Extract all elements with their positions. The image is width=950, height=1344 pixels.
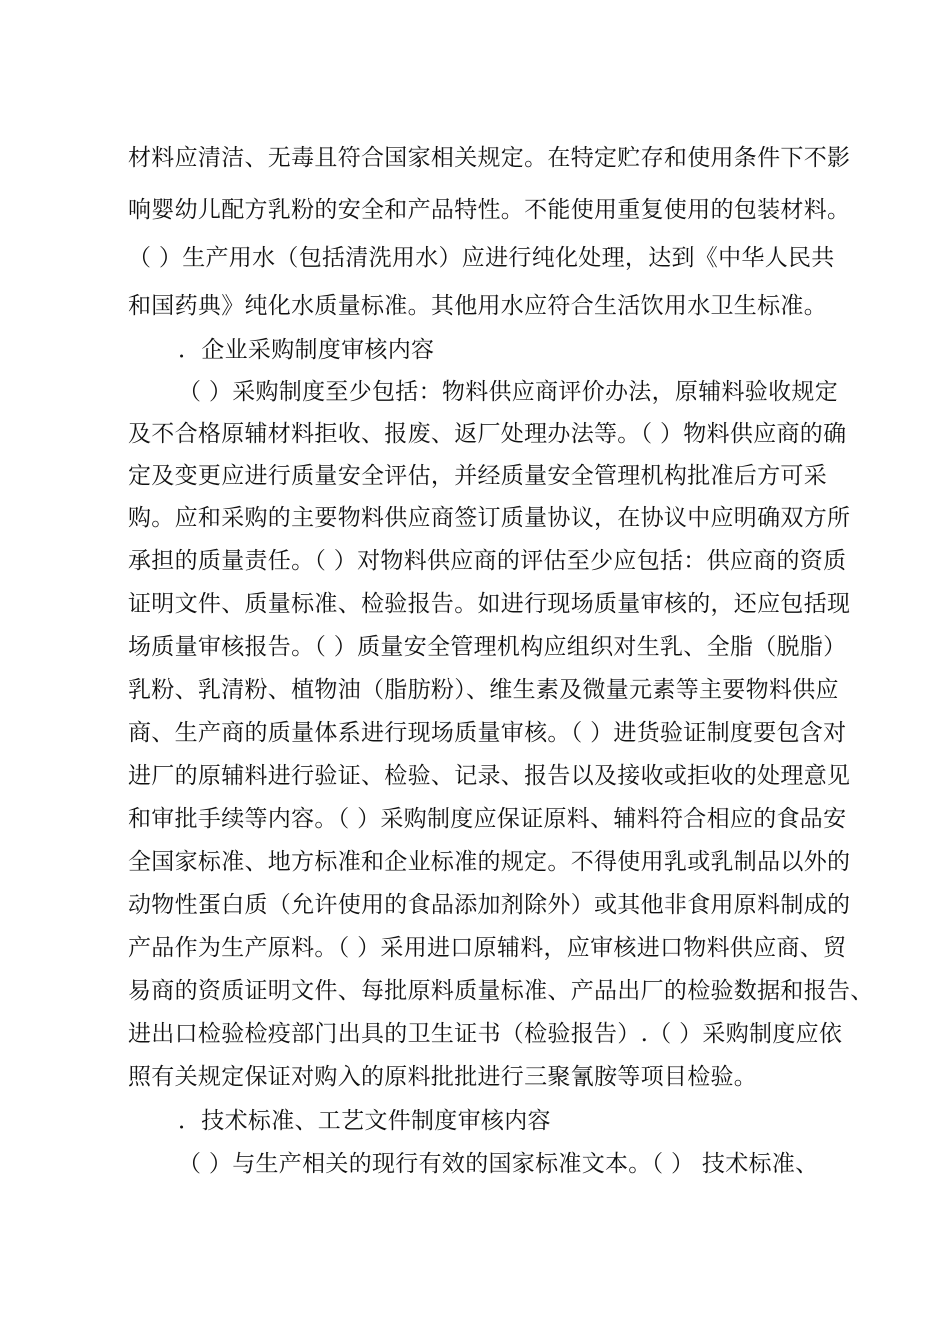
- text-line: 照有关规定保证对购入的原料批批进行三聚氰胺等项目检验。: [128, 1064, 758, 1090]
- text-line: 乳粉、乳清粉、植物油（脂肪粉）、维生素及微量元素等主要物料供应: [128, 677, 839, 703]
- text-line: 易商的资质证明文件、每批原料质量标准、产品出厂的检验数据和报告、: [128, 978, 874, 1004]
- text-line: 材料应清洁、无毒且符合国家相关规定。在特定贮存和使用条件下不影: [128, 145, 851, 171]
- text-line: 响婴幼儿配方乳粉的安全和产品特性。不能使用重复使用的包装材料。: [128, 197, 851, 223]
- text-line: 进出口检验检疫部门出具的卫生证书（检验报告）.（ ）采购制度应依: [128, 1021, 843, 1047]
- text-line: 和审批手续等内容。（ ）采购制度应保证原料、辅料符合相应的食品安: [128, 806, 847, 832]
- text-line: 证明文件、质量标准、检验报告。如进行现场质量审核的，还应包括现: [128, 591, 851, 617]
- text-line: 承担的质量责任。（ ）对物料供应商的评估至少应包括：供应商的资质: [128, 548, 847, 574]
- text-line: 全国家标准、地方标准和企业标准的规定。不得使用乳或乳制品以外的: [128, 849, 851, 875]
- text-line: 动物性蛋白质（允许使用的食品添加剂除外）或其他非食用原料制成的: [128, 892, 851, 918]
- text-line: （ ）与生产相关的现行有效的国家标准文本。（ ） 技术标准、: [178, 1151, 819, 1177]
- text-line: 产品作为生产原料。（ ）采用进口原辅料，应审核进口物料供应商、贸: [128, 935, 847, 961]
- text-line: 及不合格原辅材料拒收、报废、返厂处理办法等。（ ）物料供应商的确: [128, 421, 847, 447]
- text-line: 定及变更应进行质量安全评估，并经质量安全管理机构批准后方可采: [128, 463, 827, 489]
- text-line: 商、生产商的质量体系进行现场质量审核。（ ）进货验证制度要包含对: [128, 720, 847, 746]
- text-line: 购。应和采购的主要物料供应商签订质量协议，在协议中应明确双方所: [128, 505, 851, 531]
- text-line: 场质量审核报告。（ ）质量安全管理机构应组织对生乳、全脂（脱脂）: [128, 634, 847, 660]
- text-line: 和国药典》纯化水质量标准。其他用水应符合生活饮用水卫生标准。: [128, 293, 827, 319]
- section-heading: ．企业采购制度审核内容: [178, 337, 435, 363]
- text-line: （ ）采购制度至少包括：物料供应商评价办法，原辅料验收规定: [178, 379, 839, 405]
- section-heading: ．技术标准、工艺文件制度审核内容: [178, 1108, 551, 1134]
- text-line: 进厂的原辅料进行验证、检验、记录、报告以及接收或拒收的处理意见: [128, 763, 851, 789]
- text-line: （ ）生产用水（包括清洗用水）应进行纯化处理，达到《中华人民共: [128, 245, 835, 271]
